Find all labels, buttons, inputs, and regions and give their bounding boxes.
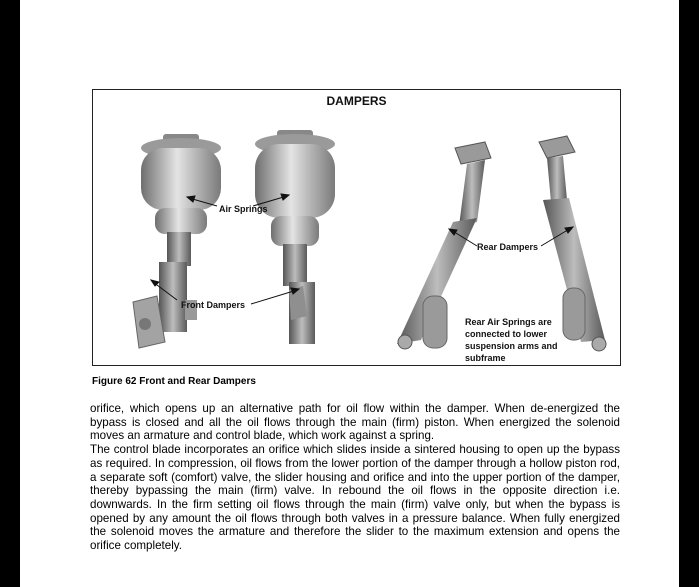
figure-caption: Figure 62 Front and Rear Dampers: [92, 376, 256, 387]
document-page: [20, 0, 679, 587]
rear-air-springs-note: Rear Air Springs are connected to lower suspension arms and subframe: [465, 317, 558, 363]
air-springs-label: Air Springs: [219, 204, 268, 214]
front-damper-right: [255, 130, 335, 344]
rear-dampers-label: Rear Dampers: [477, 242, 539, 252]
front-damper-left: [133, 134, 221, 348]
front-dampers-label: Front Dampers: [181, 300, 246, 310]
paragraph: The control blade incorporates an orifice which slides inside a sintered housing to open up the bypass as required. In compression, oil flows from the lower portion of the damper through a hollow piston rod, a separate soft (comfort) valve, the slider housing and orifice and into the upper portion of the damper, thereby bypassing the main (firm) valve. In rebound the oil flows in the opposite direction i.e. downwards. In the firm setting oil flows through the main (firm) valve only, but when the bypass is opened by any amount the oil flows through both valves in a pressure balance. When fully energized the solenoid moves the armature and therefore the slider to the maximum extension and opens the orifice completely.: [90, 443, 620, 553]
paragraph: orifice, which opens up an alternative path for oil flow within the damper. When de-energized the bypass is closed and all the oil flows through the main (firm) piston. When energized the solenoid moves an armature and control blade, which work against a spring.: [90, 402, 620, 443]
body-text: [90, 402, 620, 553]
figure-title: DAMPERS: [326, 94, 387, 108]
dampers-figure: [92, 89, 621, 366]
